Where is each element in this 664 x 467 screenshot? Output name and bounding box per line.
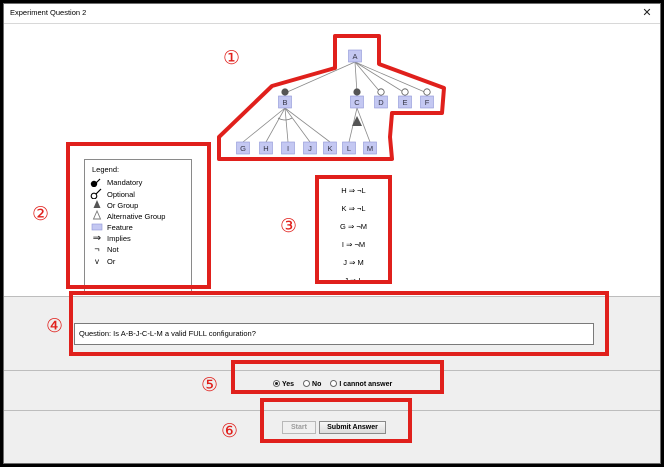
- feature-node-I: [282, 142, 295, 154]
- marker-3: ③: [280, 215, 298, 237]
- not-icon: ¬: [94, 244, 100, 255]
- feature-label-F: F: [424, 98, 430, 107]
- legend-item-implies: ⇒ Implies: [90, 233, 131, 244]
- mandatory-marker-C: [354, 89, 360, 95]
- or-icon: v: [95, 256, 99, 266]
- marker-1: ①: [223, 47, 241, 69]
- edge-B: [285, 62, 355, 93]
- answer-no-radio[interactable]: No: [303, 380, 321, 388]
- legend-item-optional: Optional: [90, 188, 135, 199]
- answer-panel: [4, 370, 660, 410]
- feature-label-B: B: [282, 98, 288, 107]
- alternative-group-arc: [278, 118, 292, 120]
- button-panel: [4, 410, 660, 464]
- optional-marker-D: [378, 89, 384, 95]
- edge-F: [355, 62, 427, 93]
- mandatory-marker-B: [282, 89, 288, 95]
- start-button[interactable]: Start: [282, 421, 316, 434]
- feature-model-area: [4, 24, 660, 296]
- submit-answer-button[interactable]: Submit Answer: [319, 421, 386, 434]
- feature-label-K: K: [327, 144, 333, 153]
- feature-node-J: [304, 142, 317, 154]
- edge-G: [243, 108, 285, 142]
- feature-node-M: [364, 142, 377, 154]
- feature-label-H: H: [263, 144, 269, 153]
- feature-label-J: J: [308, 144, 312, 153]
- close-icon[interactable]: ✕: [642, 7, 652, 19]
- radio-unchecked-icon: [330, 380, 337, 387]
- window-title: Experiment Question 2: [10, 8, 87, 17]
- legend-item-feature: Feature: [90, 221, 133, 232]
- legend-item-or-group: Or Group: [90, 199, 138, 210]
- optional-marker-E: [402, 89, 408, 95]
- radio-unchecked-icon: [303, 380, 310, 387]
- feature-label-M: M: [366, 144, 374, 153]
- marker-2: ②: [32, 203, 50, 225]
- constraint-4: I ⇒ ¬M: [341, 240, 366, 249]
- edge-C: [355, 62, 357, 93]
- constraint-5: J ⇒ M: [343, 258, 364, 267]
- edge-E: [355, 62, 405, 93]
- feature-node-D: [375, 96, 388, 108]
- feature-label-A: A: [352, 52, 358, 61]
- radio-checked-icon: [273, 380, 280, 387]
- marker-5: ⑤: [201, 374, 219, 396]
- feature-label-L: L: [346, 144, 352, 153]
- edge-K: [285, 108, 330, 142]
- feature-node-K: [324, 142, 337, 154]
- optional-marker-F: [424, 89, 430, 95]
- legend-item-alternative-group: Alternative Group: [90, 210, 165, 221]
- constraint-3: G ⇒ ¬M: [340, 222, 367, 231]
- experiment-window: [3, 3, 661, 464]
- question-field: Question: Is A-B-J-C-L-M a valid FULL configuration?: [74, 323, 594, 345]
- feature-node-H: [260, 142, 273, 154]
- legend-item-mandatory: Mandatory: [90, 176, 142, 187]
- feature-node-C: [351, 96, 364, 108]
- feature-node-F: [421, 96, 434, 108]
- feature-node-A: [349, 50, 362, 62]
- edge-I: [285, 108, 288, 142]
- feature-label-D: D: [378, 98, 384, 107]
- constraint-6: J ⇒ L: [344, 276, 363, 285]
- edge-D: [355, 62, 381, 93]
- edge-H: [266, 108, 285, 142]
- edge-J: [285, 108, 310, 142]
- marker-4: ④: [46, 315, 64, 337]
- feature-label-I: I: [286, 144, 290, 153]
- title-bar: [4, 4, 660, 24]
- constraint-1: H ⇒ ¬L: [341, 186, 366, 195]
- feature-label-G: G: [240, 144, 246, 153]
- feature-label-E: E: [402, 98, 408, 107]
- feature-node-E: [399, 96, 412, 108]
- answer-cannot-answer-radio[interactable]: I cannot answer: [330, 380, 392, 388]
- answer-yes-radio[interactable]: Yes: [273, 380, 294, 388]
- question-panel: [4, 296, 660, 370]
- legend-item-or: v Or: [90, 256, 115, 267]
- legend-title: Legend:: [92, 165, 120, 174]
- implies-icon: ⇒: [92, 233, 102, 244]
- marker-6: ⑥: [221, 420, 239, 442]
- constraint-2: K ⇒ ¬L: [341, 204, 366, 213]
- feature-node-G: [237, 142, 250, 154]
- constraints-list: [321, 174, 386, 284]
- feature-node-B: [279, 96, 292, 108]
- legend-item-not: ¬ Not: [90, 244, 119, 255]
- answer-radio-group: [273, 380, 399, 388]
- feature-node-L: [343, 142, 356, 154]
- feature-label-C: C: [354, 98, 360, 107]
- legend-box: [84, 159, 192, 292]
